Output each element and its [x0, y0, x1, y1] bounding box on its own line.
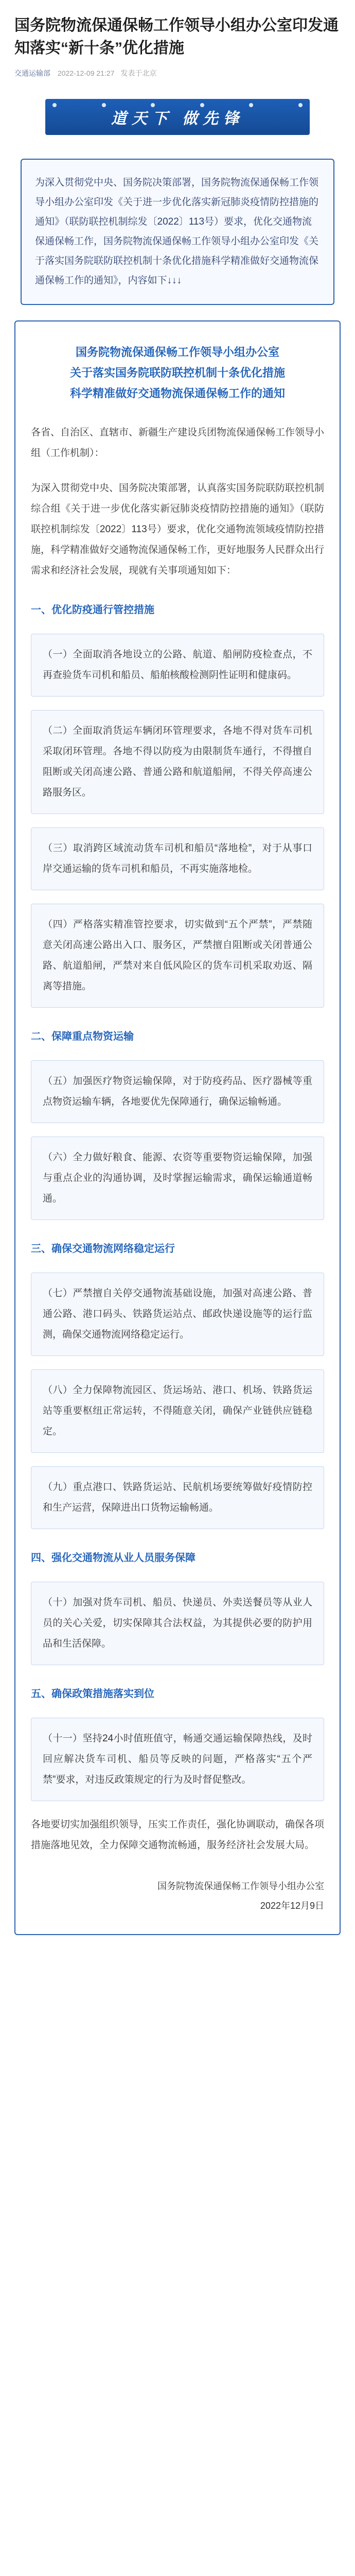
banner-dots: [52, 103, 303, 107]
section-heading: 五、确保政策措施落实到位: [31, 1688, 154, 1700]
measure-item: （一）全面取消各地设立的公路、航道、船闸防疫检查点，不再查验货车司机和船员、船舶核酸检测阴性证明和健康码。: [31, 634, 324, 697]
banner-dot: [200, 103, 204, 107]
signoff: [31, 1876, 324, 1916]
measure-item: （八）全力保障物流园区、货运场站、港口、机场、铁路货运站等重要枢纽正常运转，不得随意关闭，确保产业链供应链稳定。: [31, 1369, 324, 1453]
banner-text: 道天下 做先锋: [111, 110, 244, 127]
banner-dot: [298, 103, 303, 107]
measure-item: （七）严禁擅自关停交通物流基础设施，加强对高速公路、普通公路、港口码头、铁路货运站点、邮政快递设施等的运行监测，确保交通物流网络稳定运行。: [31, 1273, 324, 1356]
intro-box: [21, 159, 334, 305]
intro-text: 为深入贯彻党中央、国务院决策部署，国务院物流保通保畅工作领导小组办公室印发《关于进一步优化落实新冠肺炎疫情防控措施的通知》（联防联控机制综发〔2022〕113号）要求，优化交通物流保通保畅工作，国务院物流保通保畅工作领导小组办公室印发《关于落实国务院联防联控机制十条优化措施科学精准做好交通物流保通保畅工作的通知》，内容如下↓↓↓: [35, 177, 319, 286]
article-meta: [14, 68, 341, 78]
measure-item: （六）全力做好粮食、能源、农资等重要物资运输保障，加强与重点企业的沟通协调，及时掌握运输需求，确保运输通道畅通。: [31, 1137, 324, 1220]
measure-item: （九）重点港口、铁路货运站、民航机场要统筹做好疫情防控和生产运营，保障进出口货物运输畅通。: [31, 1466, 324, 1529]
source-link[interactable]: 交通运输部: [14, 69, 50, 77]
measure-item: （十）加强对货车司机、船员、快递员、外卖送餐员等从业人员的关心关爱，切实保障其合法权益，为其提供必要的防护用品和生活保障。: [31, 1582, 324, 1665]
document-title-line: 科学精准做好交通物流保通保畅工作的通知: [69, 387, 285, 400]
banner-area: [14, 92, 341, 149]
banner-dot: [52, 103, 57, 107]
publish-location: 发表于北京: [120, 69, 157, 77]
section-heading: 一、优化防疫通行管控措施: [31, 604, 154, 616]
document-title-line: 国务院物流保通保畅工作领导小组办公室: [75, 346, 279, 359]
publish-date: 2022-12-09 21:27: [57, 69, 115, 77]
banner: [45, 99, 310, 135]
document-title-line: 关于落实国务院联防联控机制十条优化措施: [69, 366, 285, 379]
notice-document: [14, 320, 341, 1935]
article-header: [0, 0, 355, 78]
banner-dot: [151, 103, 155, 107]
signoff-org: 国务院物流保通保畅工作领导小组办公室: [157, 1881, 324, 1891]
measure-item: （四）严格落实精准管控要求，切实做到“五个严禁”，严禁随意关闭高速公路出入口、服务区，严禁擅自阻断或关闭普通公路、航道船闸，严禁对来自低风险区的货车司机采取劝返、隔离等措施。: [31, 904, 324, 1008]
section-heading: 二、保障重点物资运输: [31, 1031, 134, 1042]
article-title: 国务院物流保通保畅工作领导小组办公室印发通知落实“新十条”优化措施: [14, 17, 339, 57]
closing-paragraph: 各地要切实加强组织领导，压实工作责任，强化协调联动，确保各项措施落地见效，全力保障交通物流畅通，服务经济社会发展大局。: [31, 1819, 325, 1851]
section-heading: 四、强化交通物流从业人员服务保障: [31, 1552, 196, 1564]
measure-item: （三）取消跨区域流动货车司机和船员“落地检”，对于从事口岸交通运输的货车司机和船员，不再实施落地检。: [31, 827, 324, 890]
section-heading: 三、确保交通物流网络稳定运行: [31, 1243, 175, 1255]
signoff-date: 2022年12月9日: [260, 1901, 324, 1911]
opening-paragraph: 为深入贯彻党中央、国务院决策部署，认真落实国务院联防联控机制综合组《关于进一步优化落实新冠肺炎疫情防控措施的通知》（联防联控机制综发〔2022〕113号）要求，优化交通物流领域疫情防控措施，科学精准做好交通物流保通保畅工作，更好地服务人民群众出行需求和经济社会发展，现就有关事项通知如下：: [31, 483, 325, 576]
document-title: [31, 342, 324, 404]
measure-item: （五）加强医疗物资运输保障，对于防疫药品、医疗器械等重点物资运输车辆，各地要优先保障通行，确保运输畅通。: [31, 1060, 324, 1123]
banner-dot: [102, 103, 106, 107]
measure-item: （二）全面取消货运车辆闭环管理要求，各地不得对货车司机采取闭环管理。各地不得以防疫为由限制货车通行，不得擅自阻断或关闭高速公路、普通公路和航道船闸，不得关停高速公路服务区。: [31, 710, 324, 814]
measure-item: （十一）坚持24小时值班值守，畅通交通运输保障热线，及时回应解决货车司机、船员等反映的问题，严格落实“五个严禁”要求，对违反政策规定的行为及时督促整改。: [31, 1718, 324, 1801]
banner-dot: [249, 103, 253, 107]
addressee: 各省、自治区、直辖市、新疆生产建设兵团物流保通保畅工作领导小组（工作机制）：: [31, 427, 325, 459]
